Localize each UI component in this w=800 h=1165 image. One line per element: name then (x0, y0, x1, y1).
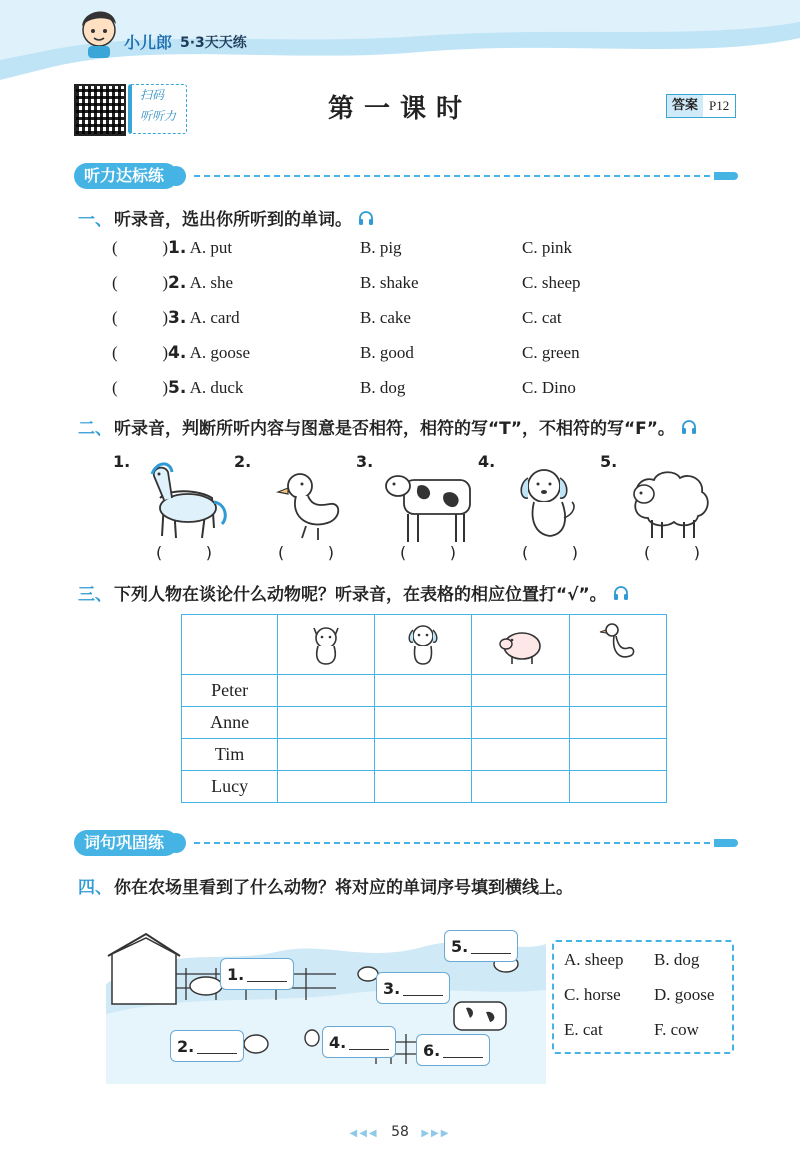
check-cell[interactable] (472, 771, 569, 803)
answer-parentheses[interactable]: ( ) (112, 343, 168, 362)
list-item (112, 338, 632, 368)
page-number: 58 (391, 1124, 409, 1140)
table-header-cell (375, 615, 472, 675)
item-number: 4. (168, 343, 187, 363)
option-b: B. shake (360, 273, 419, 292)
table-row (182, 675, 667, 707)
cow-icon (378, 448, 488, 558)
picture-number: 2. (234, 452, 252, 471)
page-footer (340, 1124, 460, 1140)
answer-parentheses[interactable]: ( ) (112, 308, 168, 327)
divider (194, 175, 710, 177)
item-number: 1. (168, 238, 187, 258)
row-name: Anne (182, 707, 278, 739)
option-b: B. dog (360, 378, 406, 397)
question-1-prompt: 听录音，选出你所听到的单词。 (114, 210, 352, 230)
question-3-number: 三、 (78, 585, 112, 605)
pencil-icon (714, 839, 738, 847)
table-corner-cell (182, 615, 278, 675)
blank-number: 3. (383, 978, 401, 998)
scan-label-1: 扫码 (140, 88, 165, 102)
row-name: Tim (182, 739, 278, 771)
option-b: B. good (360, 343, 414, 362)
option-a: A. she (189, 273, 234, 292)
headphones-icon[interactable] (681, 419, 697, 435)
item-number: 3. (168, 308, 187, 328)
headphones-icon[interactable] (613, 585, 629, 601)
list-item (112, 303, 632, 333)
word-bank (552, 940, 734, 1054)
picture-number: 3. (356, 452, 374, 471)
blank-6[interactable] (416, 1034, 490, 1066)
right-arrows-icon: ▶▶▶ (421, 1128, 451, 1139)
check-cell[interactable] (278, 739, 375, 771)
option-c: C. green (522, 343, 580, 362)
dog-icon (403, 620, 443, 666)
picture-number: 4. (478, 452, 496, 471)
question-4-number: 四、 (78, 878, 112, 898)
divider (194, 842, 710, 844)
left-arrows-icon: ◀◀◀ (349, 1128, 379, 1139)
section-banner-listening (74, 163, 738, 189)
answer-line[interactable] (471, 939, 511, 954)
word-option: B. dog (654, 950, 700, 969)
option-a: A. put (189, 238, 233, 257)
check-cell[interactable] (278, 707, 375, 739)
table-header-cell (278, 615, 375, 675)
check-cell[interactable] (375, 707, 472, 739)
table-row (182, 771, 667, 803)
brand-name: 小儿郎 (124, 33, 173, 52)
answer-line[interactable] (443, 1043, 483, 1058)
page-title: 第一课时 (327, 94, 472, 124)
check-cell[interactable] (375, 739, 472, 771)
dog-icon (500, 448, 610, 558)
section-title-listening: 听力达标练 (74, 163, 178, 189)
check-cell[interactable] (375, 675, 472, 707)
answer-parentheses[interactable]: ( ) (112, 238, 168, 257)
check-cell[interactable] (569, 739, 666, 771)
option-b: B. pig (360, 238, 402, 257)
list-item (112, 268, 632, 298)
option-a: A. card (189, 308, 240, 327)
headphones-icon[interactable] (358, 210, 374, 226)
answer-line[interactable] (197, 1039, 237, 1054)
blank-3[interactable] (376, 972, 450, 1004)
section-banner-vocabulary (74, 830, 738, 856)
blank-number: 2. (177, 1036, 195, 1056)
answer-label: 答案 (667, 95, 703, 117)
check-cell[interactable] (569, 675, 666, 707)
answer-page: P12 (709, 98, 730, 113)
check-cell[interactable] (278, 675, 375, 707)
check-cell[interactable] (472, 675, 569, 707)
blank-1[interactable] (220, 958, 294, 990)
answer-table (181, 614, 667, 803)
qr-code-icon[interactable] (74, 84, 126, 136)
mascot-boy-icon (76, 4, 122, 60)
check-cell[interactable] (569, 771, 666, 803)
row-name: Peter (182, 675, 278, 707)
series-name: 5·3天天练 (180, 35, 247, 51)
check-cell[interactable] (472, 707, 569, 739)
blank-number: 1. (227, 964, 245, 984)
check-cell[interactable] (569, 707, 666, 739)
answer-parentheses[interactable]: ( ) (522, 543, 578, 562)
check-cell[interactable] (375, 771, 472, 803)
blank-2[interactable] (170, 1030, 244, 1062)
question-4-heading (78, 873, 573, 898)
question-1-number: 一、 (78, 210, 112, 230)
question-3-heading (78, 580, 629, 605)
item-number: 5. (168, 378, 187, 398)
answer-parentheses[interactable]: ( ) (112, 378, 168, 397)
option-c: C. pink (522, 238, 573, 257)
check-cell[interactable] (472, 739, 569, 771)
question-3-prompt: 下列人物在谈论什么动物呢？听录音，在表格的相应位置打“√”。 (114, 585, 607, 605)
duck-icon (260, 448, 370, 558)
option-c: C. Dino (522, 378, 576, 397)
item-number: 2. (168, 273, 187, 293)
section-title-vocabulary: 词句巩固练 (74, 830, 178, 856)
answer-line[interactable] (247, 967, 287, 982)
table-header-cell (472, 615, 569, 675)
pencil-icon (714, 172, 738, 180)
question-2-number: 二、 (78, 419, 112, 439)
answer-reference[interactable] (666, 94, 736, 118)
answer-parentheses[interactable]: ( ) (112, 273, 168, 292)
word-option: E. cat (564, 1020, 603, 1039)
scan-listen-button[interactable] (128, 84, 187, 134)
option-a: A. duck (189, 378, 244, 397)
sheep-icon (618, 448, 728, 558)
table-header-cell (569, 615, 666, 675)
picture-number: 1. (113, 452, 131, 471)
table-row (182, 739, 667, 771)
answer-parentheses[interactable]: ( ) (400, 543, 456, 562)
answer-line[interactable] (349, 1035, 389, 1050)
option-b: B. cake (360, 308, 411, 327)
check-cell[interactable] (278, 771, 375, 803)
goose-icon (598, 620, 638, 666)
word-option: D. goose (654, 985, 715, 1004)
blank-number: 4. (329, 1032, 347, 1052)
list-item (112, 373, 632, 403)
word-option: F. cow (654, 1020, 699, 1039)
list-item (112, 233, 632, 263)
blank-number: 6. (423, 1040, 441, 1060)
option-c: C. cat (522, 308, 562, 327)
picture-number: 5. (600, 452, 618, 471)
answer-parentheses[interactable]: ( ) (156, 543, 212, 562)
scan-label-2: 听听力 (140, 109, 177, 123)
option-c: C. sheep (522, 273, 581, 292)
option-a: A. goose (189, 343, 251, 362)
answer-line[interactable] (403, 981, 443, 996)
blank-5[interactable] (444, 930, 518, 962)
answer-parentheses[interactable]: ( ) (644, 543, 700, 562)
word-option: C. horse (564, 985, 621, 1004)
word-option: A. sheep (564, 950, 624, 969)
table-row (182, 707, 667, 739)
blank-number: 5. (451, 936, 469, 956)
horse-icon (130, 448, 240, 558)
pig-icon (496, 620, 546, 666)
question-2-prompt: 听录音，判断所听内容与图意是否相符，相符的写“T”，不相符的写“F”。 (114, 419, 675, 439)
answer-parentheses[interactable]: ( ) (278, 543, 334, 562)
cat-icon (306, 620, 346, 666)
question-2-heading (78, 414, 697, 439)
table-header-row (182, 615, 667, 675)
question-1-heading (78, 205, 374, 230)
row-name: Lucy (182, 771, 278, 803)
question-4-prompt: 你在农场里看到了什么动物？将对应的单词序号填到横线上。 (114, 878, 573, 898)
blank-4[interactable] (322, 1026, 396, 1058)
